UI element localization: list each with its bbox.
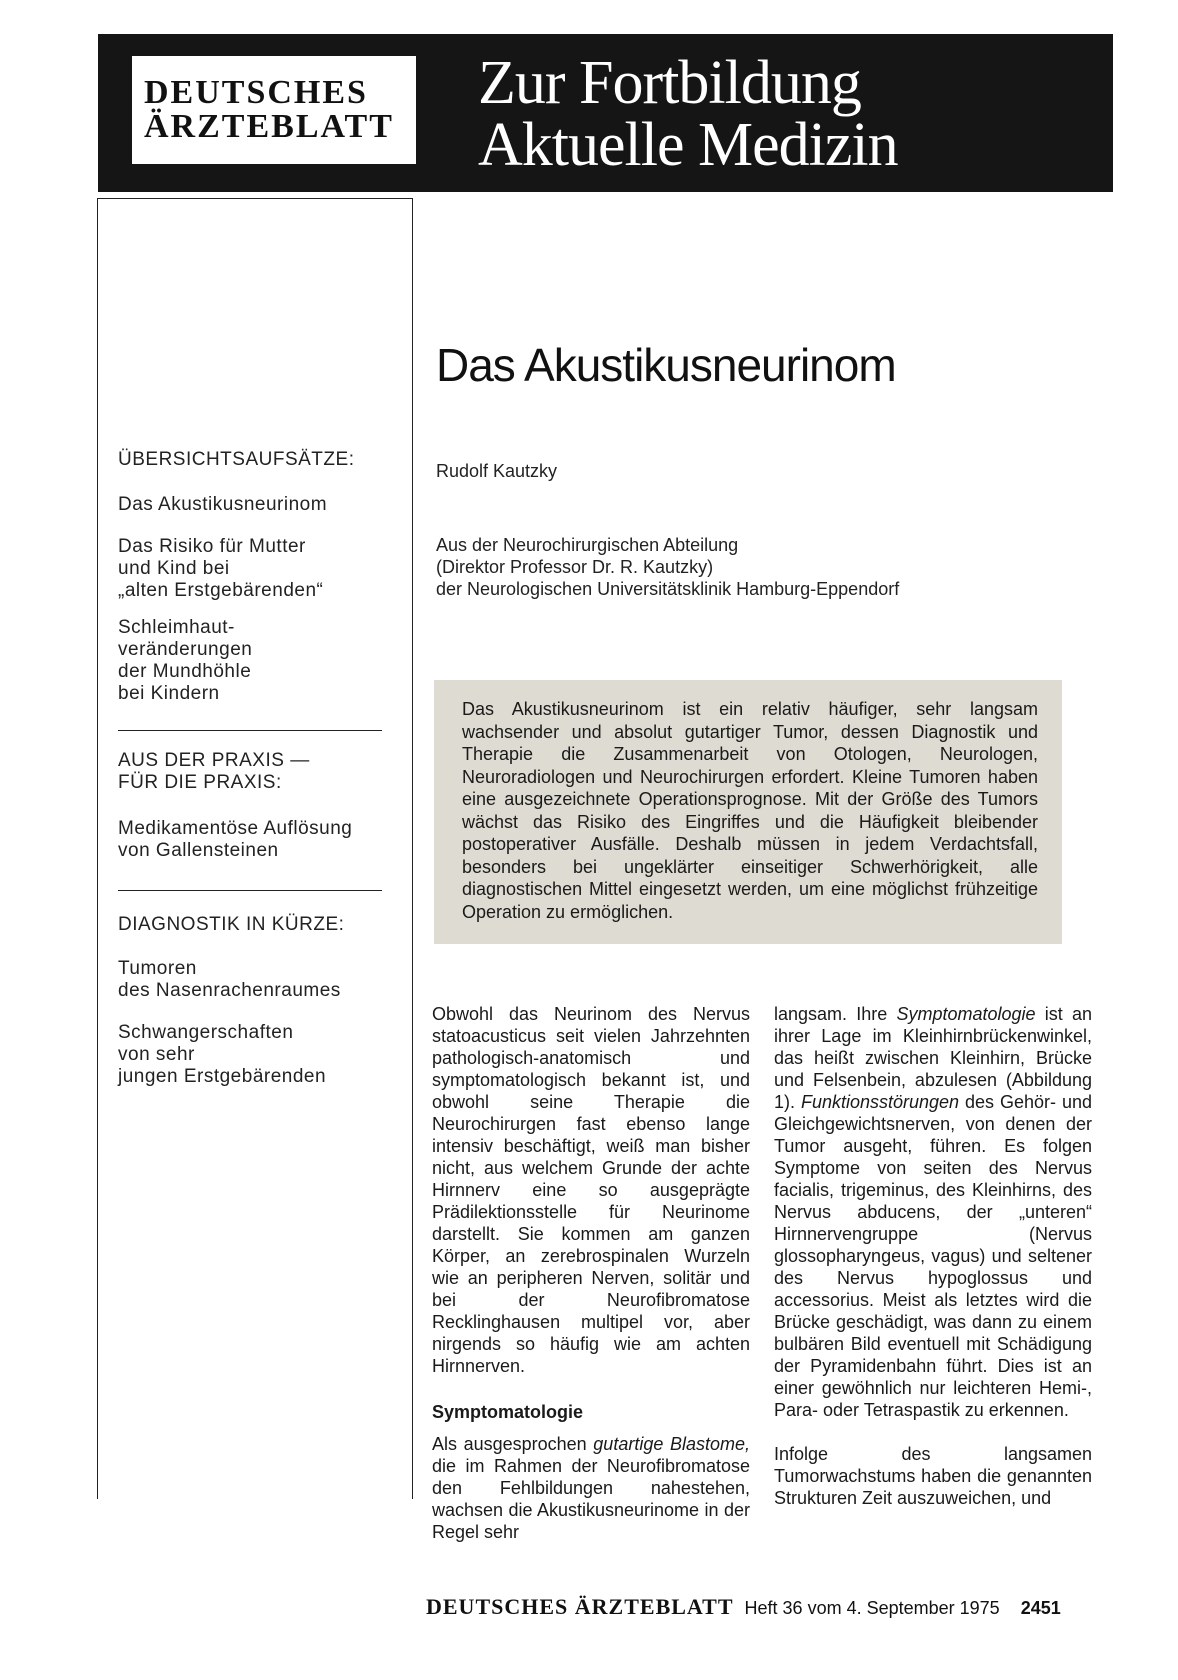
- sidebar-item-line: veränderungen: [118, 639, 253, 660]
- article-title: Das Akustikusneurinom: [436, 339, 896, 391]
- sidebar-item: [118, 617, 252, 705]
- page-number: 2451: [1020, 1598, 1061, 1618]
- body-paragraph: Obwohl das Neurinom des Nervus statoacusticus seit vielen Jahrzehnten pathologisch-anatomisch und symptomatologisch bekannt ist, und obwohl seine Therapie die Neurochirurgen fast ebenso lange intensiv beschäftigt, weiß man bisher nicht, aus welchem Grunde der achte Hirnnerv eine so ausgeprägte Prädilektionsstelle für Neurinome darstellt. Sie kommen am ganzen Körper, an zerebrospinalen Wurzeln wie an peripheren Nerven, solitär und bei der Neurofibromatose Recklinghausen multipel vor, aber nirgends so häufig wie am achten Hirnnerven.: [432, 1004, 750, 1376]
- sidebar-item-line: Das Risiko für Mutter: [118, 536, 306, 557]
- sidebar-item-line: von Gallensteinen: [118, 840, 279, 861]
- footer-journal: DEUTSCHES ÄRZTEBLATT: [426, 1594, 734, 1619]
- sidebar-item-line: Schleimhaut-: [118, 617, 235, 638]
- sidebar-item-line: des Nasenrachenraumes: [118, 980, 341, 1001]
- body-text-emphasis: Symptomatologie: [896, 1004, 1036, 1024]
- article-abstract: Das Akustikusneurinom ist ein relativ häufiger, sehr langsam wachsender und absolut gutartiger Tumor, dessen Diagnostik und Therapie die Zusammenarbeit von Otologen, Neurologen, Neuroradiologen und Neurochirurgen erfordert. Kleine Tumoren haben eine ausgezeichnete Operationsprognose. Mit der Größe des Tumors wächst das Risiko des Eingriffes und die Häufigkeit bleibender postoperativer Ausfälle. Deshalb müssen in jedem Verdachtsfall, besonders bei ungeklärter einseitiger Schwerhörigkeit, alle diagnostischen Mittel eingesetzt werden, um eine möglichst frühzeitige Operation zu ermöglichen.: [462, 699, 1038, 922]
- body-text-emphasis: Funktionsstörungen: [800, 1092, 960, 1112]
- article-author: Rudolf Kautzky: [436, 461, 558, 481]
- sidebar-item-line: Das Akustikusneurinom: [118, 494, 328, 515]
- affiliation-line: Aus der Neurochirurgischen Abteilung: [436, 535, 739, 555]
- body-text-emphasis: gutartige Blastome,: [593, 1434, 750, 1454]
- page-footer: [426, 1594, 1061, 1620]
- logo-line-2: ÄRZTEBLATT: [144, 108, 394, 145]
- sidebar-item: [118, 818, 352, 862]
- section-title-line-1: Zur Fortbildung: [478, 49, 861, 117]
- sidebar-item-line: Tumoren: [118, 958, 197, 979]
- body-text: die im Rahmen der Neurofibromatose den Fehlbildungen nahestehen, wachsen die Akustikusneurinome in der Regel sehr: [432, 1456, 750, 1542]
- sidebar-item: [118, 536, 323, 602]
- sidebar-item-line: und Kind bei: [118, 558, 230, 579]
- body-text: ist an ihrer Lage im Kleinhirnbrückenwinkel, das heißt zwischen Kleinhirn, Brücke und Felsenbein, abzulesen (Abbildung 1).: [774, 1004, 1092, 1112]
- sidebar-item-line: bei Kindern: [118, 683, 220, 704]
- sidebar-heading-line: FÜR DIE PRAXIS:: [118, 772, 282, 793]
- section-title-line-2: Aktuelle Medizin: [478, 111, 898, 179]
- sidebar-item: [118, 494, 327, 516]
- body-column-1: [432, 1003, 750, 1543]
- body-text: des Gehör- und Gleichgewichtsnerven, von denen der Tumor ausgeht, führen. Es folgen Symptome von seiten des Nervus facialis, trigeminus, des Kleinhirns, des Nervus abducens, der „unteren“ Hirnnervengruppe (Nervus glossopharyngeus, vagus) und seltener des Nervus hypoglossus und accessorius. Meist als letztes wird die Brücke geschädigt, was dann zu einem bulbären Bild eventuell mit Schädigung der Pyramidenbahn führt. Dies ist an einer gewöhnlich nur leichteren Hemi-, Para- oder Tetraspastik zu erkennen.: [774, 1092, 1093, 1420]
- sidebar-item-line: „alten Erstgebärenden“: [118, 580, 324, 601]
- sidebar-item: [118, 1022, 326, 1088]
- sidebar-heading-diagnostics: DIAGNOSTIK IN KÜRZE:: [118, 914, 345, 935]
- body-text: langsam. Ihre: [774, 1004, 897, 1024]
- sidebar-divider: [118, 730, 382, 731]
- body-column-2: [774, 1003, 1092, 1509]
- sidebar-heading-overview: ÜBERSICHTSAUFSÄTZE:: [118, 449, 355, 470]
- footer-issue: Heft 36 vom 4. September 1975: [744, 1598, 1000, 1618]
- article-affiliation: [436, 534, 899, 600]
- sidebar-heading-line: AUS DER PRAXIS —: [118, 750, 310, 771]
- sidebar-item: [118, 958, 341, 1002]
- sidebar-heading-practice: [118, 750, 310, 794]
- section-title: [478, 49, 898, 179]
- sidebar-item-line: Medikamentöse Auflösung: [118, 818, 353, 839]
- body-paragraph: [432, 1433, 750, 1543]
- affiliation-line: (Direktor Professor Dr. R. Kautzky): [436, 557, 714, 577]
- sidebar-item-line: Schwangerschaften: [118, 1022, 294, 1043]
- body-paragraph: [774, 1003, 1092, 1421]
- body-paragraph: Infolge des langsamen Tumorwachstums haben die genannten Strukturen Zeit auszuweichen, und: [774, 1444, 1092, 1508]
- subheading-symptomatology: Symptomatologie: [432, 1402, 584, 1422]
- affiliation-line: der Neurologischen Universitätsklinik Hamburg-Eppendorf: [436, 579, 900, 599]
- sidebar-item-line: der Mundhöhle: [118, 661, 252, 682]
- body-text: Als ausgesprochen: [432, 1434, 594, 1454]
- sidebar-item-line: jungen Erstgebärenden: [118, 1066, 327, 1087]
- sidebar-divider: [118, 890, 382, 891]
- logo-line-1: DEUTSCHES: [144, 74, 368, 111]
- journal-logo: [132, 56, 416, 164]
- sidebar-item-line: von sehr: [118, 1044, 195, 1065]
